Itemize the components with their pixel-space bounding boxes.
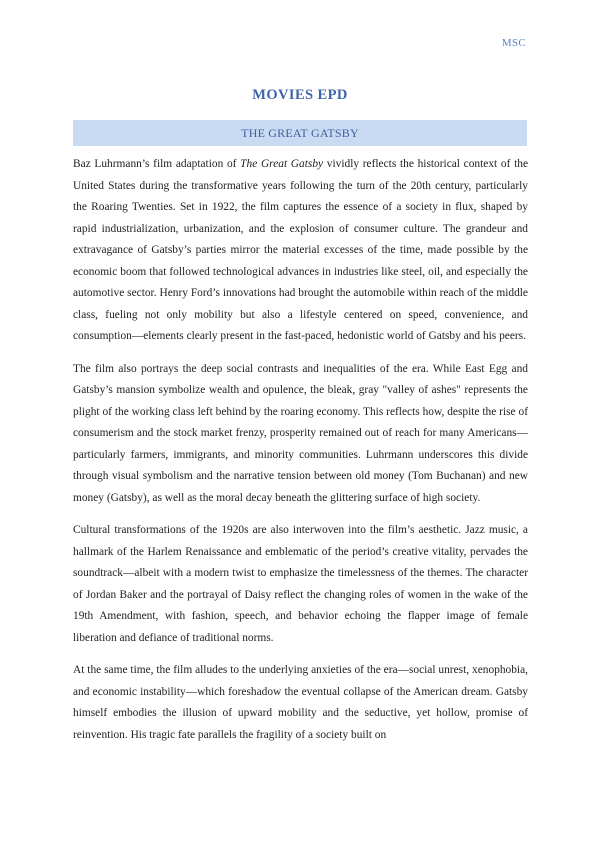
- section-title: THE GREAT GATSBY: [241, 125, 359, 140]
- section-header: [73, 120, 527, 146]
- paragraph-1-before: Baz Luhrmann’s film adaptation of: [73, 158, 241, 170]
- paragraph-2: The film also portrays the deep social contrasts and inequalities of the era. While East Egg and Gatsby’s mansion symbolize wealth and opulence, the bleak, gray "valley of ashes" represents the plight of the working class left behind by the roaring economy. This reflects how, despite the rise of consumerism and the stock market frenzy, prosperity remained out of reach for many Americans—particularly farmers, immigrants, and minority communities. Luhrmann underscores this divide through visual symbolism and the narrative tension between old money (Tom Buchanan) and new money (Gatsby), as well as the moral decay beneath the glittering surface of high society.: [73, 362, 528, 504]
- document-title: MOVIES EPD: [252, 87, 348, 103]
- paragraph-3: Cultural transformations of the 1920s are also interwoven into the film’s aesthetic. Jazz music, a hallmark of the Harlem Renaissance and emblematic of the period’s creative vitality, pervades the soundtrack—albeit with a modern twist to emphasize the timelessness of the themes. The character of Jordan Baker and the portrayal of Daisy reflect the changing roles of women in the wake of the 19th Amendment, with fashion, speech, and behavior echoing the flapper image of female liberation and defiance of traditional norms.: [73, 524, 528, 644]
- body-text: [73, 154, 528, 746]
- paragraph-4: At the same time, the film alludes to the underlying anxieties of the era—social unrest, xenophobia, and economic instability—which foreshadow the eventual collapse of the American dream. Gatsby himself embodies the illusion of upward mobility and the seductive, yet hollow, promise of reinvention. His tragic fate parallels the fragility of a society built on: [73, 664, 528, 741]
- header-tag: MSC: [501, 37, 526, 49]
- film-title-italic: The Great Gatsby: [240, 158, 324, 170]
- paragraph-1-after: vividly reflects the historical context of the United States during the transformative years following the turn of the 20th century, particularly the Roaring Twenties. Set in 1922, the film captures the essence of a society in flux, shaped by rapid industrialization, urbanization, and the explosion of consumer culture. The grandeur and extravagance of Gatsby’s parties mirror the material excesses of the time, made possible by the economic boom that followed technological advances in industries like steel, oil, and especially the automotive sector. Henry Ford’s innovations had brought the automobile within reach of the middle class, fueling not only mobility but also a lifestyle centered on speed, convenience, and consumption—elements clearly present in the fast-paced, hedonistic world of Gatsby and his peers.: [73, 158, 528, 342]
- paragraph-1: [73, 154, 528, 348]
